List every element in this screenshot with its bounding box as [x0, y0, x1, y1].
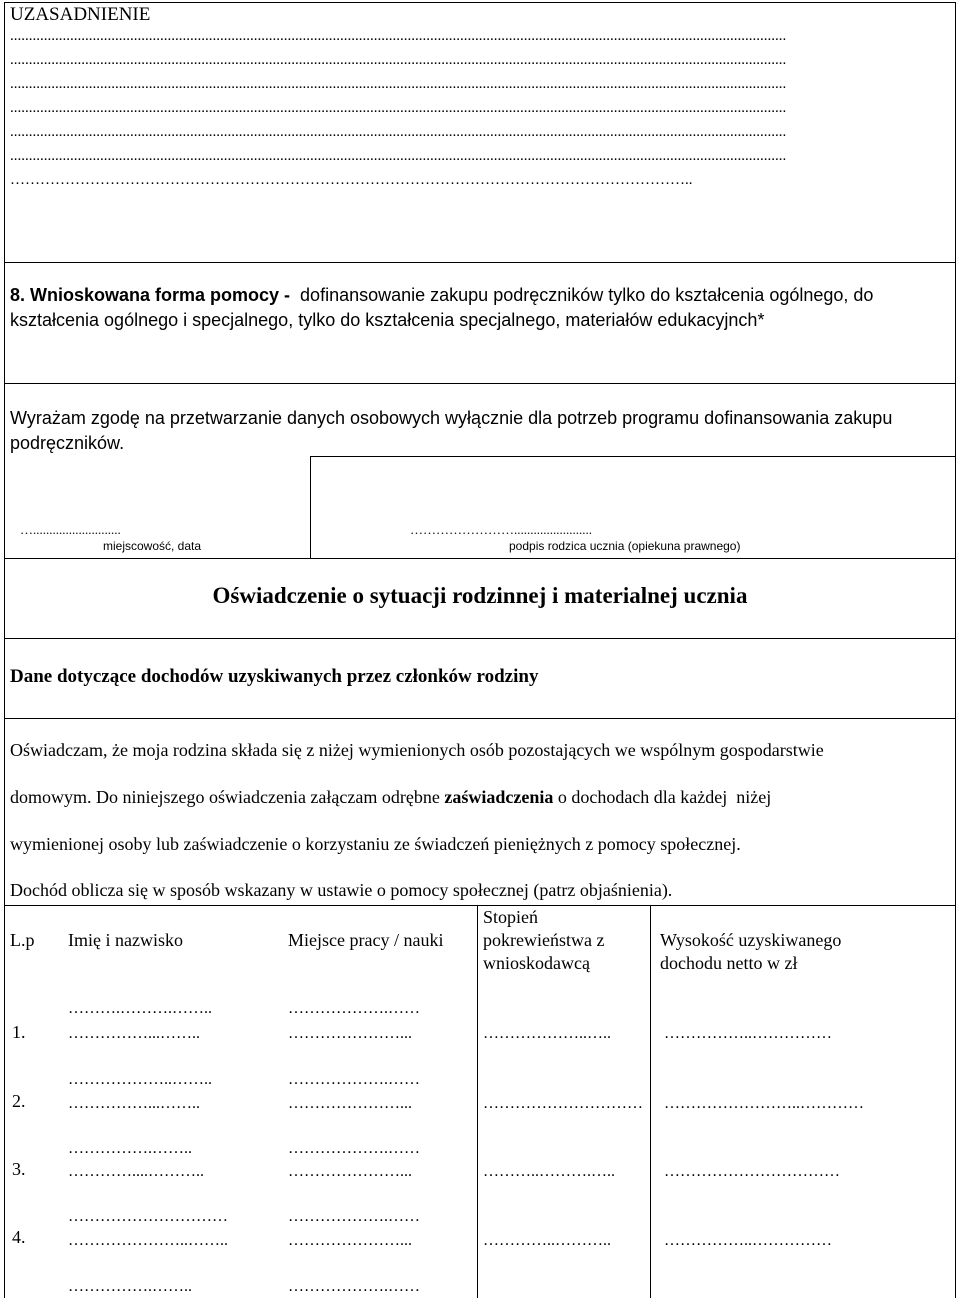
- row-3-name-line-1[interactable]: …………….……..: [68, 1140, 192, 1157]
- header-kin-2: pokrewieństwa z: [483, 930, 605, 950]
- statement-p2-a: domowym. Do niniejszego oświadczenia załączam odrębne: [10, 787, 445, 807]
- row-4-lp: 4.: [12, 1227, 26, 1247]
- statement-subtitle: Dane dotyczące dochodów uzyskiwanych przez członków rodziny: [10, 666, 539, 687]
- header-kin-1: Stopień: [483, 907, 539, 927]
- row-1-kin[interactable]: ………………..…..: [483, 1025, 611, 1042]
- place-date-field[interactable]: …...........................: [20, 522, 121, 537]
- row-1-work-line-2[interactable]: …………………...: [288, 1025, 412, 1042]
- divider-sign-col: [310, 456, 311, 559]
- row-1-work-line-1[interactable]: ……………….……: [288, 1000, 420, 1017]
- row-5-name-line-1[interactable]: …………….……..: [68, 1278, 192, 1295]
- statement-title: Oświadczenie o sytuacji rodzinnej i materialnej ucznia: [212, 583, 748, 608]
- row-3-income[interactable]: ……………………………: [664, 1163, 840, 1180]
- table-col-divider-kin: [477, 905, 478, 1298]
- row-2-name-line-2[interactable]: ……………...……..: [68, 1095, 200, 1112]
- header-income-1: Wysokość uzyskiwanego: [660, 930, 842, 950]
- frame-right: [955, 2, 956, 1298]
- row-2-name-line-1[interactable]: ………………..……..: [68, 1071, 212, 1088]
- row-2-lp: 2.: [12, 1091, 26, 1111]
- divider-consent: [4, 558, 956, 559]
- header-income-2: dochodu netto w zł: [660, 953, 798, 973]
- row-1-income[interactable]: ……………..……………: [664, 1025, 832, 1042]
- section8-heading: 8. Wnioskowana forma pomocy -: [10, 285, 296, 305]
- consent-text-2: podręczników.: [10, 433, 125, 453]
- uzasadnienie-heading: UZASADNIENIE: [10, 4, 151, 25]
- row-4-name-line-1[interactable]: …………………………: [68, 1208, 228, 1225]
- consent-text-1: Wyrażam zgodę na przetwarzanie danych osobowych wyłącznie dla potrzeb programu dofinansowania zakupu: [10, 408, 893, 428]
- statement-p2: [10, 787, 771, 808]
- uzasadnienie-line-6[interactable]: ...............................................................................................................................................................................................................: [10, 148, 787, 164]
- divider-uzasadnienie: [4, 262, 956, 263]
- statement-p2-b: o dochodach dla każdej niżej: [553, 787, 772, 807]
- uzasadnienie-line-1[interactable]: ...............................................................................................................................................................................................................: [10, 28, 787, 44]
- uzasadnienie-line-3[interactable]: ...............................................................................................................................................................................................................: [10, 76, 787, 92]
- row-5-work-line-1[interactable]: ……………….……: [288, 1278, 420, 1295]
- statement-p2-bold: zaświadczenia: [444, 787, 554, 807]
- signature-label: podpis rodzica ucznia (opiekuna prawnego): [509, 539, 741, 553]
- divider-section8: [4, 383, 956, 384]
- frame-top: [4, 2, 956, 3]
- section8-line-1: [10, 285, 873, 306]
- signature-field[interactable]: ……………………........................: [410, 522, 592, 537]
- frame-left: [4, 2, 5, 1298]
- row-2-kin[interactable]: …………………………: [483, 1095, 643, 1112]
- row-4-income[interactable]: ……………..……………: [664, 1232, 832, 1249]
- section8-text-1: dofinansowanie zakupu podręczników tylko do kształcenia ogólnego, do: [295, 285, 874, 305]
- row-3-work-line-1[interactable]: ……………….……: [288, 1140, 420, 1157]
- header-lp: L.p: [10, 930, 35, 950]
- divider-sign-row: [310, 456, 956, 457]
- row-2-work-line-1[interactable]: ……………….……: [288, 1071, 420, 1088]
- header-work: Miejsce pracy / nauki: [288, 930, 444, 950]
- place-date-label: miejscowość, data: [103, 539, 202, 553]
- uzasadnienie-line-2[interactable]: ...............................................................................................................................................................................................................: [10, 52, 787, 68]
- row-3-lp: 3.: [12, 1159, 26, 1179]
- divider-title: [4, 638, 956, 639]
- row-3-kin[interactable]: ………..……….…..: [483, 1163, 615, 1180]
- row-2-work-line-2[interactable]: …………………...: [288, 1095, 412, 1112]
- row-3-work-line-2[interactable]: …………………...: [288, 1163, 412, 1180]
- uzasadnienie-line-5[interactable]: ...............................................................................................................................................................................................................: [10, 124, 787, 140]
- uzasadnienie-line-4[interactable]: ...............................................................................................................................................................................................................: [10, 100, 787, 116]
- row-4-kin[interactable]: …………..………..: [483, 1232, 611, 1249]
- section8-text-2: kształcenia ogólnego i specjalnego, tylko do kształcenia specjalnego, materiałów edukacyjnch*: [10, 310, 765, 330]
- row-4-work-line-2[interactable]: …………………...: [288, 1232, 412, 1249]
- divider-subtitle: [4, 718, 956, 719]
- table-col-divider-income: [650, 905, 651, 1298]
- row-4-name-line-2[interactable]: …………………..……..: [68, 1232, 228, 1249]
- row-1-lp: 1.: [12, 1022, 26, 1042]
- statement-p3: wymienionej osoby lub zaświadczenie o korzystaniu ze świadczeń pieniężnych z pomocy społecznej.: [10, 834, 741, 854]
- row-3-name-line-2[interactable]: …………....………..: [68, 1163, 204, 1180]
- statement-p4: Dochód oblicza się w sposób wskazany w ustawie o pomocy społecznej (patrz objaśnienia).: [10, 880, 673, 900]
- statement-p1: Oświadczam, że moja rodzina składa się z niżej wymienionych osób pozostających we wspólnym gospodarstwie: [10, 740, 824, 760]
- row-1-name-line-2[interactable]: ……………...……..: [68, 1025, 200, 1042]
- header-kin-3: wnioskodawcą: [483, 953, 590, 973]
- table-top-line: [4, 905, 956, 906]
- uzasadnienie-line-7[interactable]: ………………………………………………………………………………………………………………………..: [10, 172, 693, 188]
- row-2-income[interactable]: ……………………..…………: [664, 1095, 864, 1112]
- row-1-name-line-1[interactable]: ……….……….……..: [68, 1000, 212, 1017]
- header-name: Imię i nazwisko: [68, 930, 183, 950]
- row-4-work-line-1[interactable]: ……………….……: [288, 1208, 420, 1225]
